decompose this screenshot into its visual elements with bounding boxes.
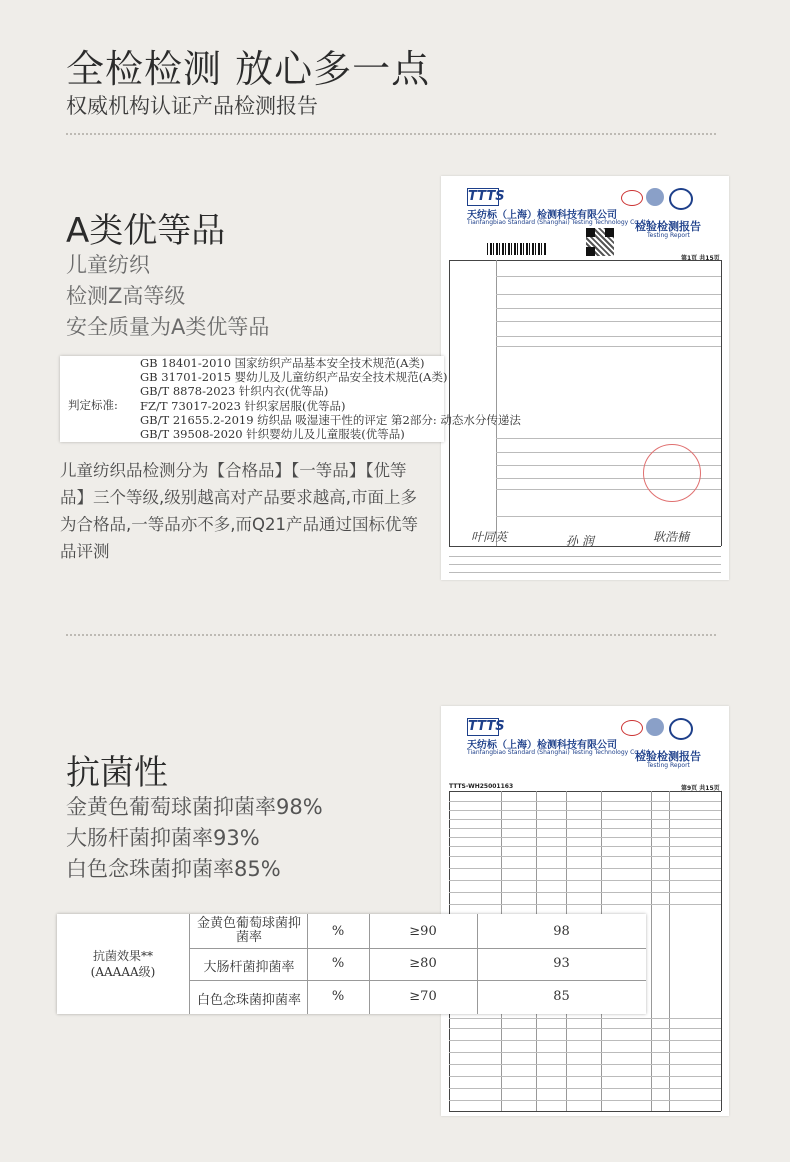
cma-badge [621,190,643,206]
report-number: TTTS-WH25001163 [449,783,514,790]
row-name: 白色念珠菌抑菌率 [196,993,301,1008]
divider-top [66,133,716,135]
row-name: 金黄色葡萄球菌抑菌率 [196,916,301,945]
page-subtitle: 权威机构认证产品检测报告 [66,94,318,118]
standard-item: GB 31701-2015 婴幼儿及儿童纺织产品安全技术规范(A类) [140,370,448,385]
report-company-en: Tianfangbiao Standard (Shanghai) Testing Technology Co.,ltd. [467,219,652,226]
page-title: 全检检测 放心多一点 [66,47,431,91]
report-title-en: Testing Report [647,232,690,239]
grade-line: 安全质量为A类优等品 [66,315,270,339]
report-title: 检验检测报告 [635,750,701,763]
standards-label: 判定标准: [68,398,118,412]
standard-item: GB/T 21655.2-2019 纺织品 吸湿速干性的评定 第2部分: 动态水分传递法 [140,412,521,427]
grade-line: 儿童纺织 [66,253,150,277]
standard-item: GB/T 39508-2020 针织婴幼儿及儿童服装(优等品) [140,427,405,442]
section-title-grade: A类优等品 [66,211,226,251]
report-signature-2: 孙 润 [566,534,594,548]
report-company: 天纺标（上海）检测科技有限公司 [467,740,617,751]
report-signature-1: 叶同英 [471,530,508,544]
test-report-image-2 [441,706,729,1116]
antibacterial-label-text: 抗菌效果** [92,949,153,963]
row-value: 85 [553,989,570,1004]
report-logo: TTTS [468,189,505,204]
standards-box [60,356,521,442]
standard-item: GB 18401-2010 国家纺织产品基本安全技术规范(A类) [140,356,425,370]
row-unit: % [331,956,345,971]
report-title-en: Testing Report [647,762,690,769]
standard-item: GB/T 8878-2023 针织内衣(优等品) [140,384,329,399]
row-value: 98 [553,924,570,939]
row-requirement: ≥70 [409,989,437,1004]
grade-paragraph: 儿童纺织品检测分为【合格品】【一等品】【优等品】三个等级,级别越高对产品要求越高,市面上多为合格品,一等品亦不多,而Q21产品通过国标优等品评测 [60,461,418,561]
report-page-number: 第1页 共15页 [681,255,720,262]
antibacterial-table [57,914,646,1014]
row-name: 大肠杆菌抑菌率 [203,960,295,975]
standard-item: FZ/T 73017-2023 针织家居服(优等品) [140,398,346,413]
report-logo: TTTS [468,719,505,734]
ilac-badge [646,718,664,736]
report-company-en: Tianfangbiao Standard (Shanghai) Testing Technology Co.,ltd. [467,749,652,756]
report-barcode [487,243,547,255]
antibacterial-label [57,948,189,980]
cnas-badge [669,718,693,740]
standards-list [140,356,521,441]
ilac-badge [646,188,664,206]
antibacterial-line: 白色念珠菌抑菌率85% [66,857,281,881]
report-signature-3: 耿浩楠 [653,530,690,544]
row-requirement: ≥80 [409,956,437,971]
cnas-badge [669,188,693,210]
section-title-antibacterial: 抗菌性 [66,753,168,793]
antibacterial-label-grade: (AAAAA级) [90,965,156,979]
report-qr-code [586,228,614,256]
antibacterial-line: 金黄色葡萄球菌抑菌率98% [66,795,323,819]
antibacterial-line: 大肠杆菌抑菌率93% [66,826,260,850]
report-page-number: 第9页 共15页 [681,785,720,792]
grade-line: 检测Z高等级 [66,284,186,308]
grade-lines [66,250,269,343]
divider-middle [66,634,716,636]
report-title: 检验检测报告 [635,220,701,233]
antibacterial-lines [66,792,323,885]
cma-badge [621,720,643,736]
row-requirement: ≥90 [409,924,437,939]
report-company: 天纺标（上海）检测科技有限公司 [467,210,617,221]
row-value: 93 [553,956,570,971]
row-unit: % [331,989,345,1004]
report-stamp [643,444,701,502]
row-unit: % [331,924,345,939]
